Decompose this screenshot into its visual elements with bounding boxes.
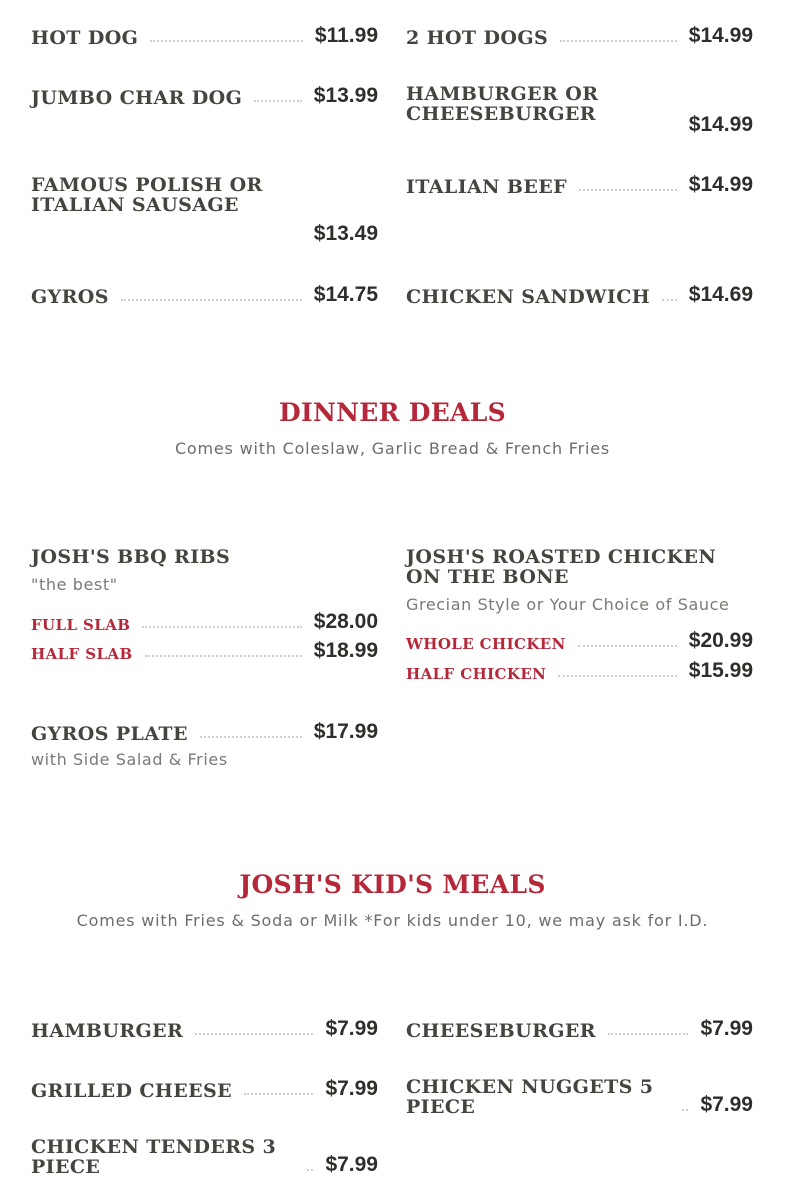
dot-leader <box>662 299 677 301</box>
dot-leader <box>145 655 302 657</box>
menu-item <box>406 24 753 48</box>
item-name: CHEESEBURGER <box>406 1020 596 1042</box>
option-label: FULL SLAB <box>31 616 131 634</box>
item-name: JOSH'S ROASTED CHICKEN ON THE BONE <box>406 546 717 588</box>
menu-item <box>406 283 753 307</box>
item-price: $14.99 <box>688 173 753 196</box>
menu-item <box>31 24 378 48</box>
item-name: CHICKEN NUGGETS 5 PIECE <box>406 1076 654 1118</box>
item-price: $11.99 <box>314 24 378 47</box>
section-subtitle: Comes with Coleslaw, Garlic Bread & French Fries <box>174 439 611 458</box>
dot-leader <box>200 736 302 738</box>
item-name: CHICKEN SANDWICH <box>406 286 651 308</box>
item-price: $14.99 <box>688 113 753 136</box>
section-title: DINNER DEALS <box>279 398 506 427</box>
item-description: "the best" <box>31 575 118 594</box>
item-description: Grecian Style or Your Choice of Sauce <box>406 595 730 614</box>
option-price: $15.99 <box>688 659 753 682</box>
menu-item <box>31 720 378 744</box>
item-price: $14.99 <box>688 24 753 47</box>
item-price: $13.49 <box>313 222 378 245</box>
item-price: $14.75 <box>313 283 378 306</box>
item-price: $14.69 <box>688 283 753 306</box>
dot-leader <box>195 1033 313 1035</box>
dot-leader <box>682 1109 688 1111</box>
item-price: $7.99 <box>325 1017 378 1040</box>
dot-leader <box>121 299 302 301</box>
option-label: WHOLE CHICKEN <box>406 635 566 653</box>
dot-leader <box>244 1093 313 1095</box>
dot-leader <box>560 40 677 42</box>
dot-leader <box>608 1033 688 1035</box>
item-name: JUMBO CHAR DOG <box>31 87 243 109</box>
option-price: $18.99 <box>313 639 378 662</box>
section-title: JOSH'S KID'S MEALS <box>239 870 546 899</box>
item-name: GYROS PLATE <box>31 723 188 745</box>
menu-item <box>406 173 753 197</box>
dot-leader <box>254 100 302 102</box>
option-row <box>31 639 378 663</box>
section-subtitle: Comes with Fries & Soda or Milk *For kids under 10, we may ask for I.D. <box>76 911 709 930</box>
item-name: CHICKEN TENDERS 3 PIECE <box>31 1136 277 1178</box>
dot-leader <box>142 626 301 628</box>
item-name: HAMBURGER <box>31 1020 184 1042</box>
dot-leader <box>579 189 677 191</box>
menu-item <box>31 1017 378 1041</box>
option-label: HALF SLAB <box>31 645 133 663</box>
option-row <box>31 610 378 634</box>
item-name: GRILLED CHEESE <box>31 1080 233 1102</box>
dot-leader <box>307 1169 313 1171</box>
item-name: HAMBURGER OR CHEESEBURGER <box>406 83 599 125</box>
dot-leader <box>558 675 676 677</box>
menu-item <box>31 1137 378 1177</box>
item-name: ITALIAN BEEF <box>406 176 568 198</box>
option-label: HALF CHICKEN <box>406 665 547 683</box>
item-price: $7.99 <box>700 1093 753 1116</box>
item-name: GYROS <box>31 286 109 308</box>
menu-item <box>31 283 378 307</box>
item-name: FAMOUS POLISH OR ITALIAN SAUSAGE <box>31 174 263 216</box>
dot-leader <box>150 40 303 42</box>
item-price: $13.99 <box>313 84 378 107</box>
menu-item <box>406 1017 753 1041</box>
menu-item <box>31 1077 378 1101</box>
menu-item <box>406 1077 753 1117</box>
item-name: HOT DOG <box>31 27 139 49</box>
item-price: $7.99 <box>325 1153 378 1176</box>
option-price: $20.99 <box>688 629 753 652</box>
menu-item <box>31 84 378 108</box>
item-price: $7.99 <box>325 1077 378 1100</box>
item-description: with Side Salad & Fries <box>31 750 228 769</box>
item-price: $17.99 <box>313 720 378 743</box>
option-row <box>406 629 753 653</box>
option-price: $28.00 <box>313 610 378 633</box>
dot-leader <box>578 645 677 647</box>
option-row <box>406 659 753 683</box>
item-price: $7.99 <box>700 1017 753 1040</box>
item-name: 2 HOT DOGS <box>406 27 549 49</box>
item-name: JOSH'S BBQ RIBS <box>31 546 231 568</box>
